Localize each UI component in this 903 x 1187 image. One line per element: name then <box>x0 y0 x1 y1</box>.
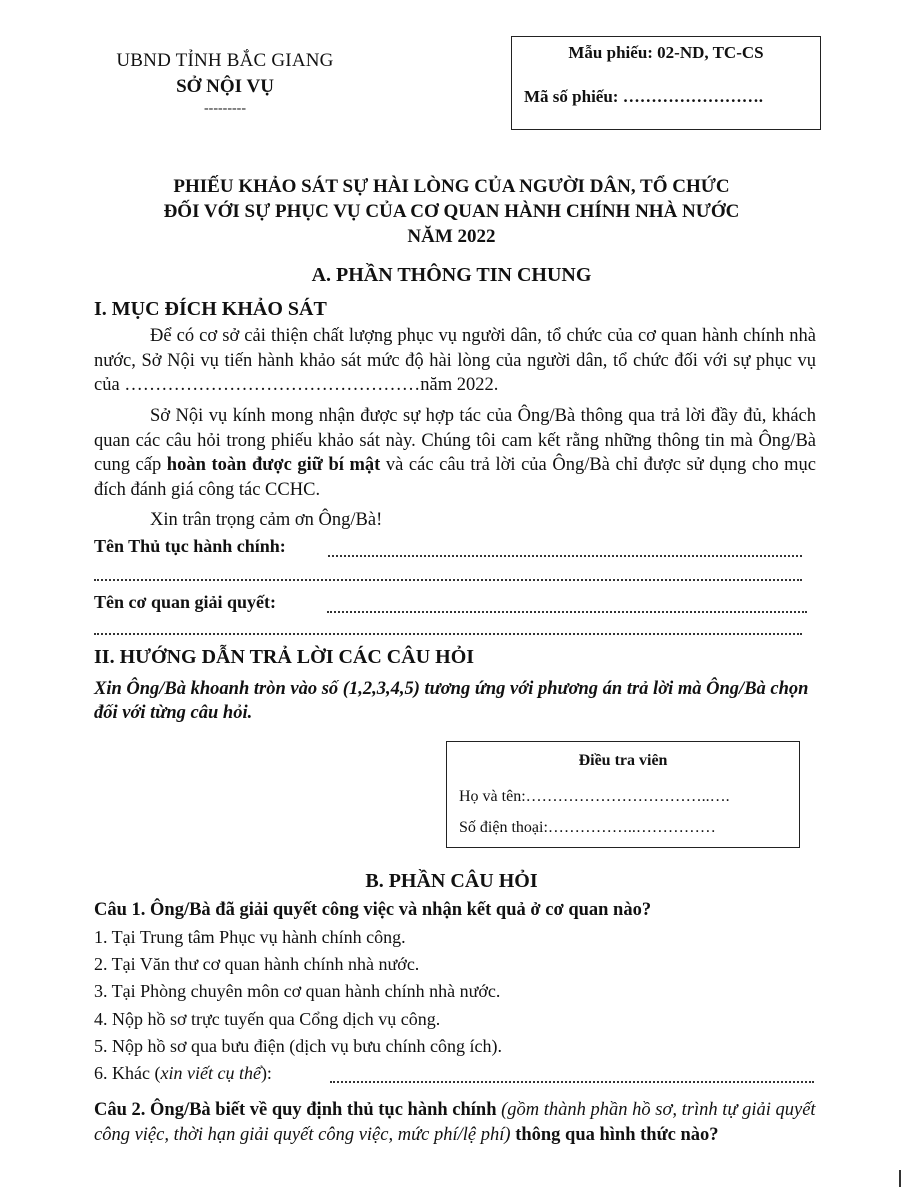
q2-bold-start: Câu 2. Ông/Bà biết về quy định thủ tục hành chính <box>94 1100 497 1120</box>
title-line-2: ĐỐI VỚI SỰ PHỤC VỤ CỦA CƠ QUAN HÀNH CHÍNH NHÀ NƯỚC <box>163 201 740 222</box>
agency-label: Tên cơ quan giải quyết: <box>94 592 276 612</box>
thanks-text: Xin trân trọng cảm ơn Ông/Bà! <box>150 510 383 530</box>
q1-option-2[interactable]: 2. Tại Văn thư cơ quan hành chính nhà nước. <box>94 954 420 974</box>
form-code-box <box>511 36 821 130</box>
guide-instruction: Xin Ông/Bà khoanh tròn vào số (1,2,3,4,5) tương ứng với phương án trả lời mà Ông/Bà chọn đối với từng câu hỏi. <box>94 679 809 723</box>
other-dotted-line <box>330 1081 814 1083</box>
scrollbar[interactable] <box>899 1170 901 1187</box>
purpose-paragraph-1 <box>94 324 816 398</box>
investigator-phone-field[interactable]: Số điện thoại:……………..…………… <box>459 819 716 836</box>
q1-option-1[interactable]: 1. Tại Trung tâm Phục vụ hành chính công. <box>94 927 406 947</box>
form-code: Mẫu phiếu: 02-ND, TC-CS <box>568 43 764 62</box>
document-title <box>60 174 843 249</box>
procedure-dotted-line-2 <box>94 579 802 581</box>
guide-heading: II. HƯỚNG DẪN TRẢ LỜI CÁC CÂU HỎI <box>94 646 475 668</box>
q1-option-4[interactable]: 4. Nộp hồ sơ trực tuyến qua Cổng dịch vụ công. <box>94 1009 441 1029</box>
question-1: Câu 1. Ông/Bà đã giải quyết công việc và nhận kết quả ở cơ quan nào? <box>94 900 652 920</box>
q1-option-6-other[interactable] <box>94 1061 272 1085</box>
agency-dotted-line-1 <box>327 611 807 613</box>
dept-name: SỞ NỘI VỤ <box>176 76 274 97</box>
q2-bold-end: thông qua hình thức nào? <box>510 1125 719 1145</box>
investigator-box <box>446 741 800 848</box>
thanks-line <box>94 508 816 533</box>
q1-option-5[interactable]: 5. Nộp hồ sơ qua bưu điện (dịch vụ bưu chính công ích). <box>94 1036 502 1056</box>
investigator-name-field[interactable]: Họ và tên:……………………………..…. <box>459 788 730 805</box>
purpose-text-1: Để có cơ sở cải thiện chất lượng phục vụ người dân, tổ chức của cơ quan hành chính nhà nước, Sở Nội vụ tiến hành khảo sát mức độ hài lòng của người dân, tổ chức đối với sự phục vụ của …………………………………………năm 2022. <box>94 326 816 395</box>
title-line-3: NĂM 2022 <box>407 226 496 247</box>
ticket-number-field[interactable]: Mã số phiếu: ……………………. <box>524 87 763 106</box>
agency-header <box>60 48 390 118</box>
procedure-dotted-line-1 <box>328 555 802 557</box>
purpose-text-2a: Sở Nội vụ kính mong nhận được sự hợp tác của Ông/Bà thông qua trả lời đầy đủ, khách quan các câu hỏi trong phiếu khảo sát này. Chúng tôi cam kết rằng những thông tin mà Ông/Bà cung cấp <box>94 406 816 475</box>
org-name: UBND TỈNH BẮC GIANG <box>116 50 334 71</box>
header-divider: --------- <box>204 101 246 116</box>
q2-italic: (gồm thành phần hồ sơ, trình tự giải quyết công việc, thời hạn giải quyết công việc, mức phí/lệ phí) <box>94 1100 816 1145</box>
question-2 <box>94 1098 816 1148</box>
title-line-1: PHIẾU KHẢO SÁT SỰ HÀI LÒNG CỦA NGƯỜI DÂN, TỔ CHỨC <box>173 176 730 197</box>
purpose-heading: I. MỤC ĐÍCH KHẢO SÁT <box>94 298 327 320</box>
q1-option-3[interactable]: 3. Tại Phòng chuyên môn cơ quan hành chính nhà nước. <box>94 981 501 1001</box>
procedure-label: Tên Thủ tục hành chính: <box>94 536 286 556</box>
other-italic: xin viết cụ thể <box>160 1063 261 1083</box>
other-prefix: 6. Khác ( <box>94 1063 161 1083</box>
purpose-text-2b: và các câu trả lời của Ông/Bà chỉ được sử dụng cho mục đích đánh giá công tác CCHC. <box>94 455 816 500</box>
section-a-heading: A. PHẦN THÔNG TIN CHUNG <box>311 264 592 286</box>
section-b-heading: B. PHẦN CÂU HỎI <box>365 870 538 892</box>
investigator-title: Điều tra viên <box>578 752 668 769</box>
confidential-text: hoàn toàn được giữ bí mật <box>166 455 381 475</box>
agency-dotted-line-2 <box>94 633 802 635</box>
other-suffix: ): <box>260 1063 272 1083</box>
purpose-paragraph-2 <box>94 404 816 502</box>
